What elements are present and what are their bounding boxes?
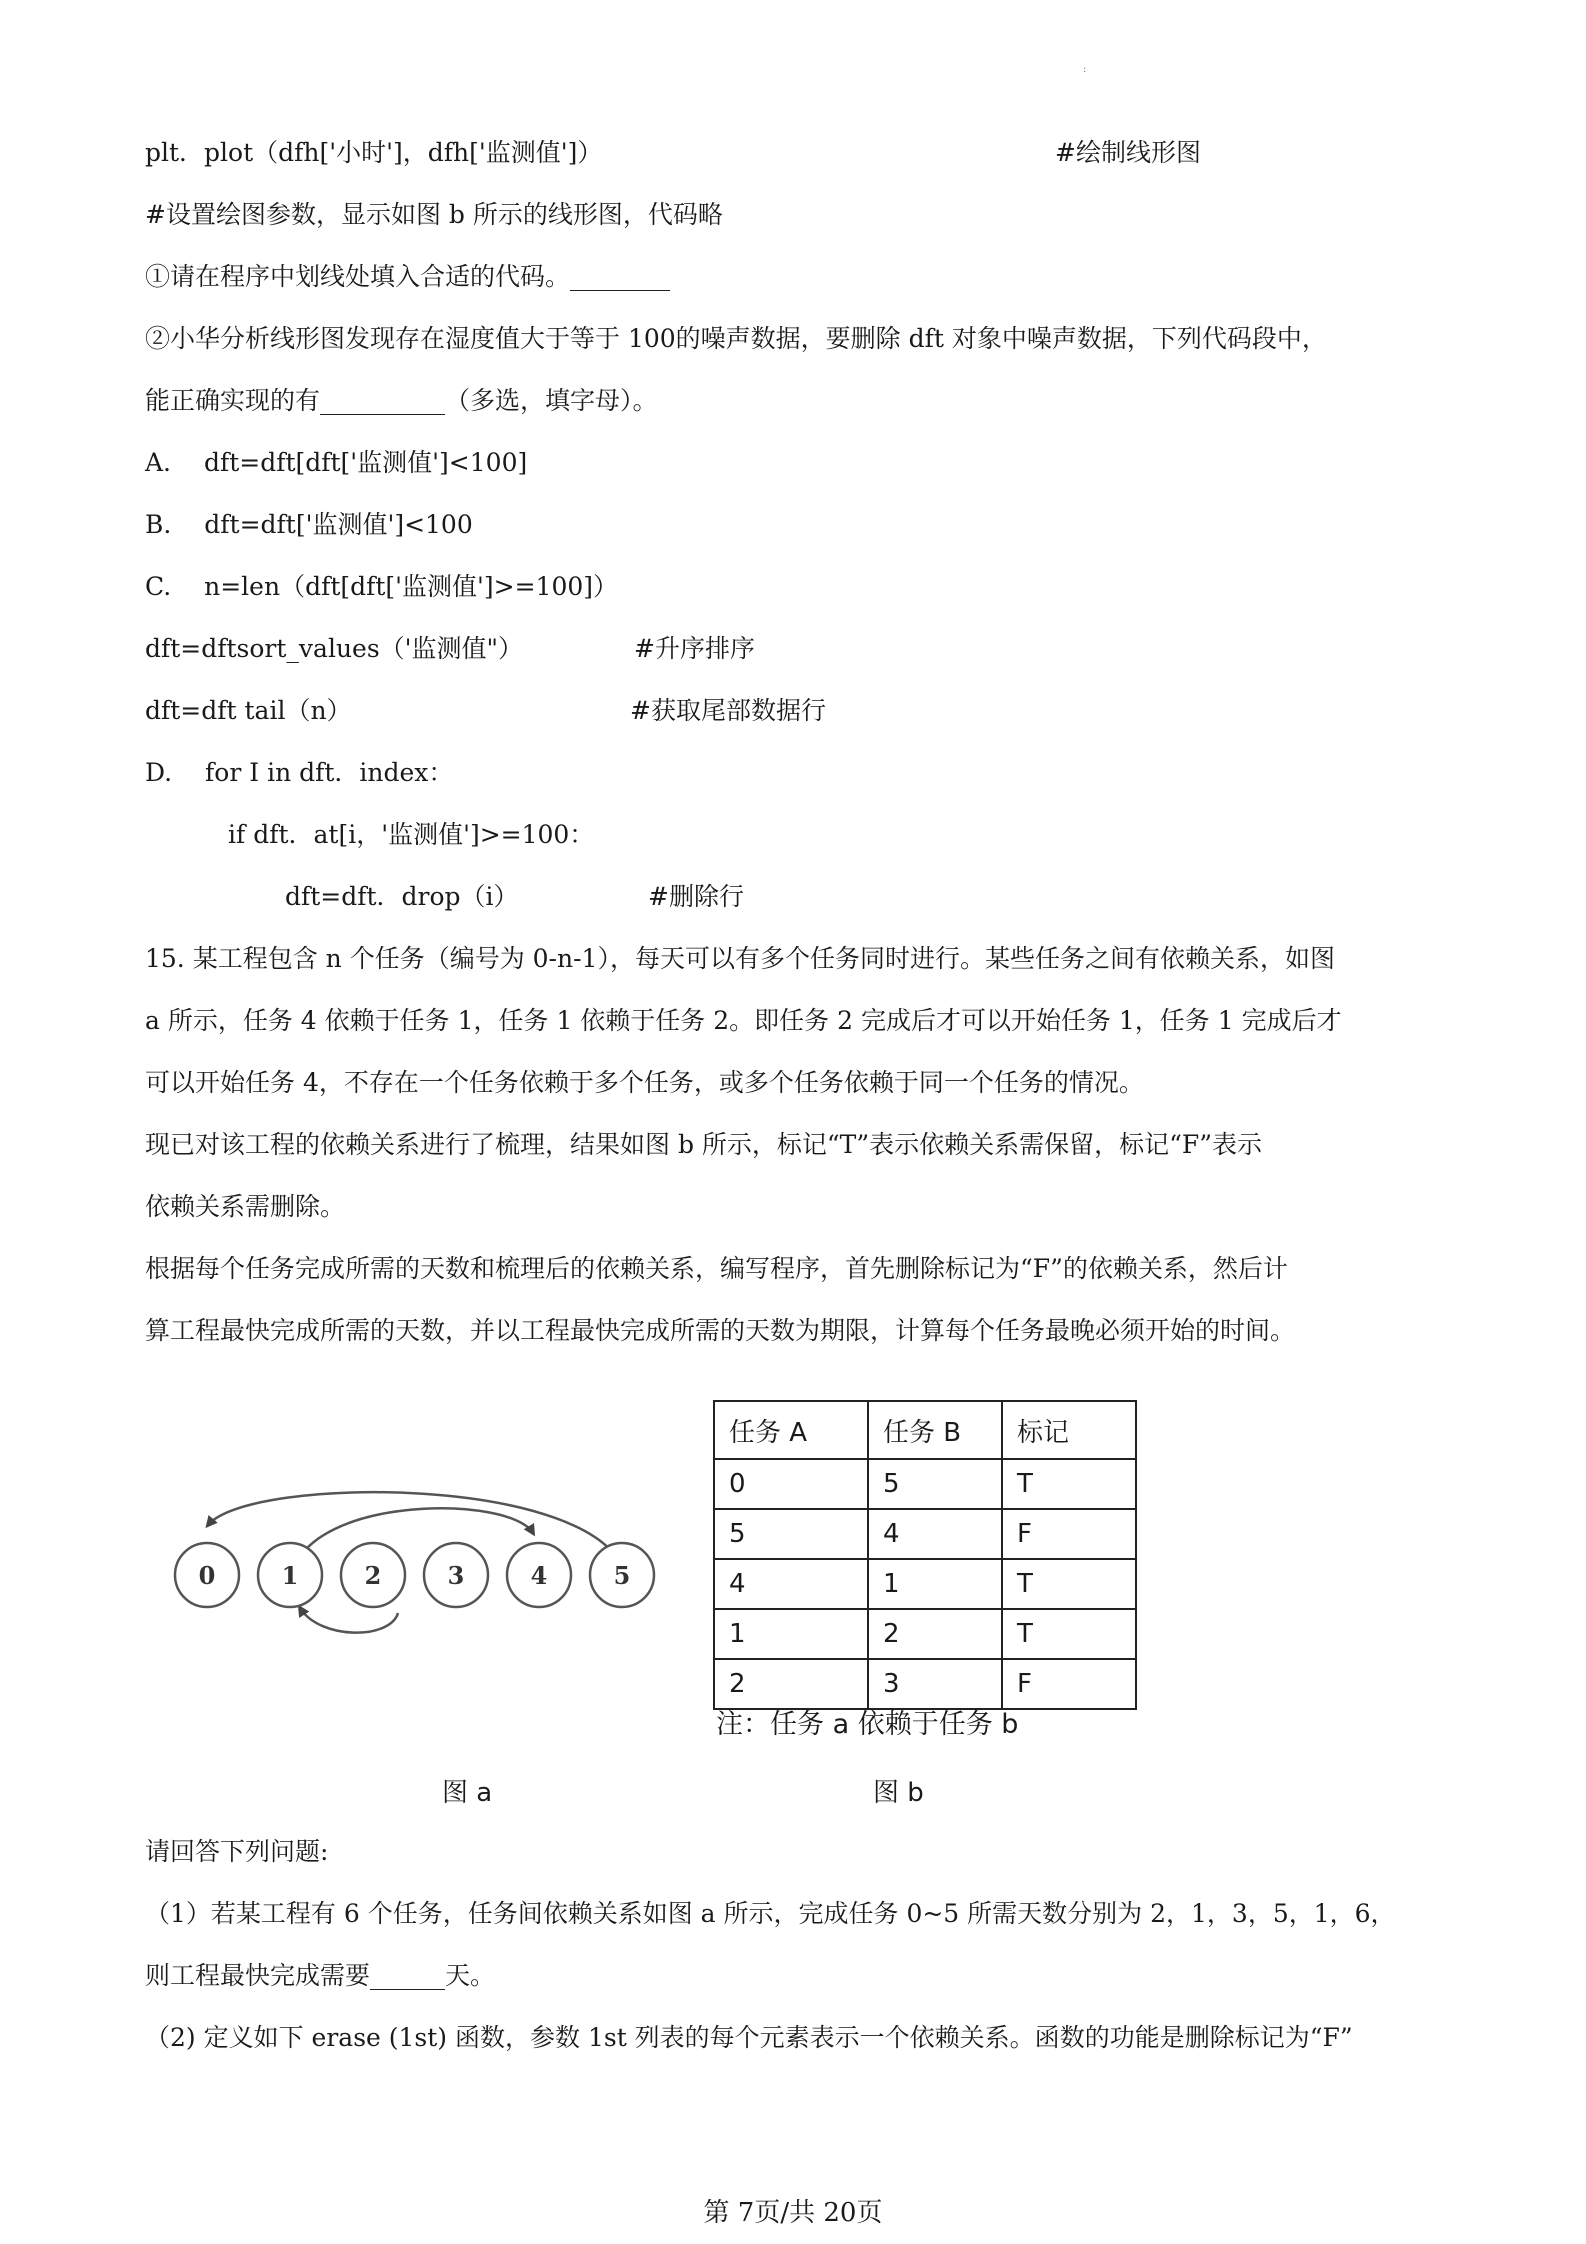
q14-option-d: D. for I in dft．index：	[145, 758, 454, 787]
page-footer: 第 7页/共 20页	[703, 2198, 883, 2228]
dependency-table	[713, 1400, 1137, 1710]
node-2-label: 2	[364, 1561, 382, 1590]
table-cell: F	[1002, 1509, 1136, 1559]
caption-figure-b: 图 b	[873, 1778, 924, 1808]
node-0	[175, 1543, 239, 1607]
node-0-label: 0	[198, 1561, 216, 1590]
q14-option-c-line2: dft=dftsort_values（'监测值"）	[145, 634, 524, 663]
table-cell: 4	[868, 1509, 1002, 1559]
q14-option-a: A. dft=dft[dft['监测值']<100]	[145, 448, 528, 477]
table-row	[714, 1509, 1136, 1559]
q14-option-d-line3: dft=dft．drop（i）	[285, 882, 519, 911]
table-cell: 2	[868, 1609, 1002, 1659]
table-row	[714, 1459, 1136, 1509]
table-cell: 0	[714, 1459, 868, 1509]
node-4-label: 4	[530, 1561, 548, 1590]
table-row	[714, 1609, 1136, 1659]
table-cell: T	[1002, 1559, 1136, 1609]
node-5	[590, 1543, 654, 1607]
q15-p1-line1: 15. 某工程包含 n 个任务（编号为 0-n-1），每天可以有多个任务同时进行。某些任务之间有依赖关系，如图	[145, 944, 1335, 973]
node-4	[507, 1543, 571, 1607]
q14-option-c-line2-comment: #升序排序	[634, 634, 755, 663]
caption-figure-a: 图 a	[442, 1778, 493, 1808]
q14-sub2-line2: 能正确实现的有__________（多选，填字母）。	[145, 386, 658, 415]
q14-option-c-line3-comment: #获取尾部数据行	[630, 696, 826, 725]
q14-sub1: ①请在程序中划线处填入合适的代码。________	[145, 262, 671, 291]
q15-ask: 请回答下列问题:	[145, 1837, 329, 1866]
q14-option-d-line3-comment: #删除行	[648, 882, 744, 911]
q14-option-c: C. n=len（dft[dft['监测值']>=100]）	[145, 572, 619, 601]
table-cell: 1	[714, 1609, 868, 1659]
code-plot-comment: #绘制线形图	[1055, 138, 1201, 167]
table-cell: T	[1002, 1609, 1136, 1659]
table-cell: 2	[714, 1659, 868, 1709]
q15-p2-line2: 依赖关系需删除。	[145, 1192, 346, 1221]
top-mark: :	[1083, 64, 1087, 75]
table-header-mark: 标记	[1002, 1401, 1136, 1459]
node-5-label: 5	[613, 1561, 631, 1590]
table-header-row	[714, 1401, 1136, 1459]
code-plot-line: plt．plot（dfh['小时']，dfh['监测值']）	[145, 138, 603, 167]
q15-sub1-line1: （1）若某工程有 6 个任务，任务间依赖关系如图 a 所示，完成任务 0~5 所需天数分别为 2，1，3，5，1，6，	[145, 1899, 1396, 1928]
table-header-task-b: 任务 B	[868, 1401, 1002, 1459]
q15-p1-line3: 可以开始任务 4，不存在一个任务依赖于多个任务，或多个任务依赖于同一个任务的情况。	[145, 1068, 1144, 1097]
edge-1-to-4	[292, 1508, 533, 1575]
node-1	[258, 1543, 322, 1607]
q15-p3-line2: 算工程最快完成所需的天数，并以工程最快完成所需的天数为期限，计算每个任务最晚必须开始的时间。	[145, 1316, 1296, 1345]
table-cell: F	[1002, 1659, 1136, 1709]
table-row	[714, 1559, 1136, 1609]
q14-option-c-line3: dft=dft tail（n）	[145, 696, 352, 725]
q14-option-d-line2: if dft．at[i，'监测值']>=100：	[228, 820, 595, 849]
q15-p2-line1: 现已对该工程的依赖关系进行了梳理，结果如图 b 所示，标记“T”表示依赖关系需保留，标记“F”表示	[145, 1130, 1263, 1159]
q14-sub2-line1: ②小华分析线形图发现存在湿度值大于等于 100的噪声数据，要删除 dft 对象中噪声数据，下列代码段中，	[145, 324, 1327, 353]
table-cell: 3	[868, 1659, 1002, 1709]
edge-2-to-1	[300, 1608, 398, 1633]
node-2	[341, 1543, 405, 1607]
table-cell: 5	[714, 1509, 868, 1559]
table-cell: T	[1002, 1459, 1136, 1509]
table-cell: 5	[868, 1459, 1002, 1509]
node-3	[424, 1543, 488, 1607]
dependency-diagram	[160, 1455, 670, 1655]
table-header-task-a: 任务 A	[714, 1401, 868, 1459]
table-note: 注：任务 a 依赖于任务 b	[716, 1709, 1019, 1740]
q15-sub2-line1: （2) 定义如下 erase (1st) 函数，参数 1st 列表的每个元素表示一个依赖关系。函数的功能是删除标记为“F”	[145, 2023, 1353, 2052]
q15-sub1-line2: 则工程最快完成需要______天。	[145, 1961, 496, 1990]
table-cell: 4	[714, 1559, 868, 1609]
q15-p3-line1: 根据每个任务完成所需的天数和梳理后的依赖关系，编写程序，首先删除标记为“F”的依赖关系，然后计	[145, 1254, 1288, 1283]
table-cell: 1	[868, 1559, 1002, 1609]
code-params-line: #设置绘图参数，显示如图 b 所示的线形图，代码略	[145, 200, 723, 229]
node-1-label: 1	[281, 1561, 299, 1590]
q14-option-b: B. dft=dft['监测值']<100	[145, 510, 473, 539]
q15-p1-line2: a 所示，任务 4 依赖于任务 1，任务 1 依赖于任务 2。即任务 2 完成后才可以开始任务 1，任务 1 完成后才	[145, 1006, 1342, 1035]
node-3-label: 3	[447, 1561, 465, 1590]
